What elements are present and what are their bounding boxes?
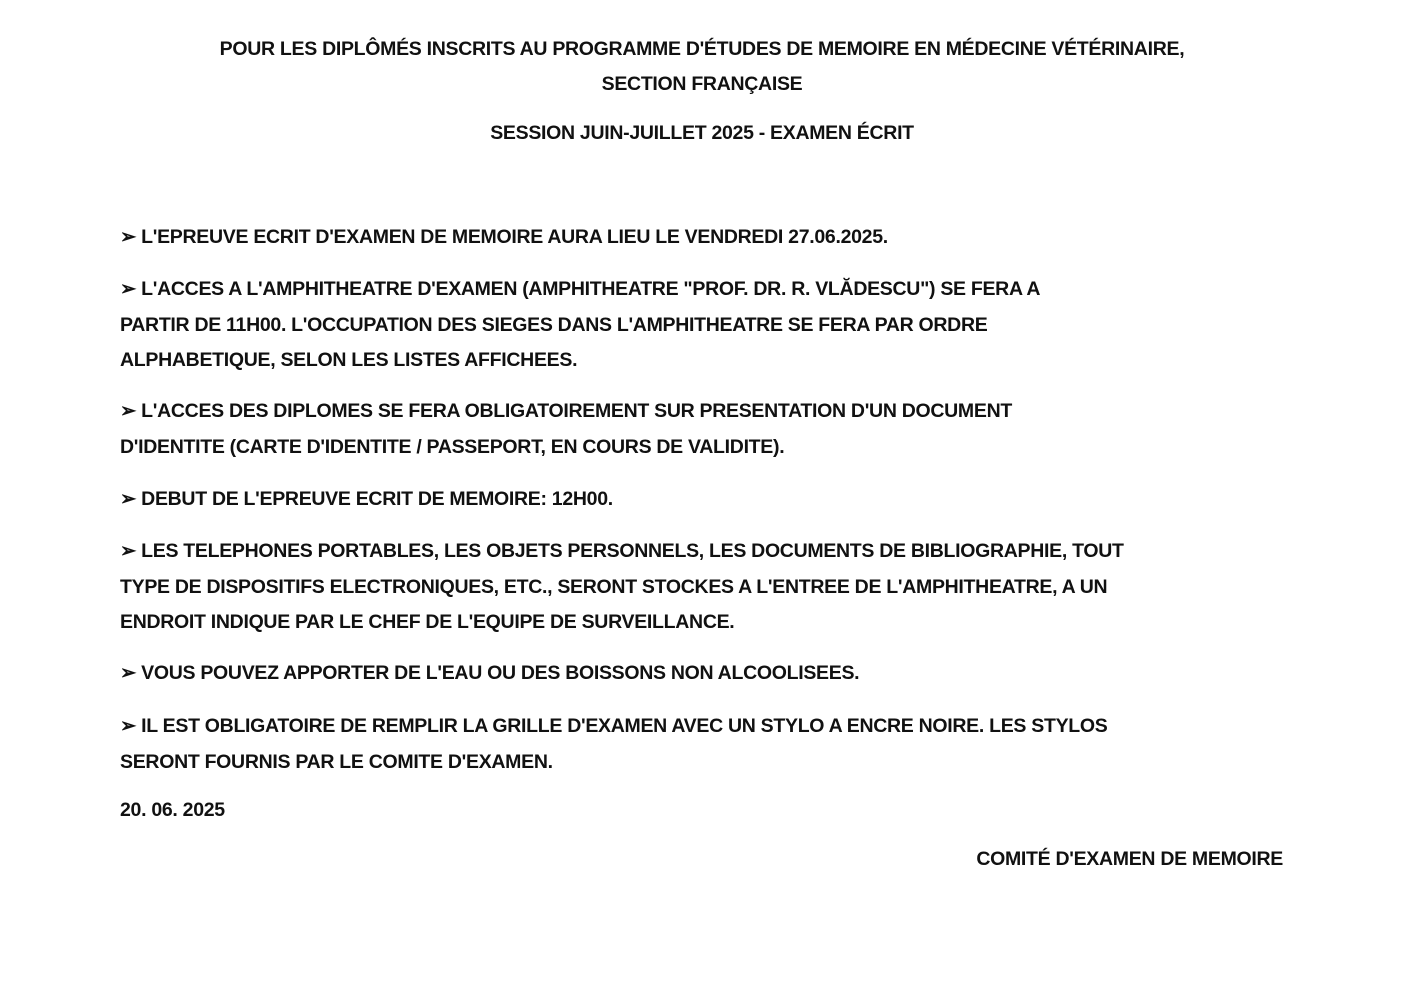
title-line-2: SECTION FRANÇAISE xyxy=(601,73,803,95)
notice-item xyxy=(120,709,1107,780)
notice-line: ALPHABETIQUE, SELON LES LISTES AFFICHEES. xyxy=(120,349,578,371)
notice-item xyxy=(120,272,1040,379)
notice-line: D'IDENTITE (CARTE D'IDENTITE / PASSEPORT, EN COURS DE VALIDITE). xyxy=(120,435,785,458)
notice-item xyxy=(120,534,1124,641)
notice-line: TYPE DE DISPOSITIFS ELECTRONIQUES, ETC., SERONT STOCKES A L'ENTREE DE L'AMPHITHEATRE, A UN xyxy=(120,575,1108,598)
title-line-1: POUR LES DIPLÔMÉS INSCRITS AU PROGRAMME D'ÉTUDES DE MEMOIRE EN MÉDECINE VÉTÉRINAIRE, xyxy=(219,38,1185,60)
notice-line: ➢ VOUS POUVEZ APPORTER DE L'EAU OU DES BOISSONS NON ALCOOLISEES. xyxy=(120,662,860,684)
notice-line: PARTIR DE 11H00. L'OCCUPATION DES SIEGES DANS L'AMPHITHEATRE SE FERA PAR ORDRE xyxy=(120,313,988,336)
notice-line: ➢ LES TELEPHONES PORTABLES, LES OBJETS PERSONNELS, LES DOCUMENTS DE BIBLIOGRAPHIE, TOUT xyxy=(120,540,1124,562)
document-date: 20. 06. 2025 xyxy=(120,799,225,821)
notice-line: ➢ L'ACCES DES DIPLOMES SE FERA OBLIGATOIREMENT SUR PRESENTATION D'UN DOCUMENT xyxy=(120,400,1012,422)
notice-line: ENDROIT INDIQUE PAR LE CHEF DE L'EQUIPE DE SURVEILLANCE. xyxy=(120,611,735,633)
session-title: SESSION JUIN-JUILLET 2025 - EXAMEN ÉCRIT xyxy=(490,122,914,144)
notice-line: ➢ L'EPREUVE ECRIT D'EXAMEN DE MEMOIRE AURA LIEU LE VENDREDI 27.06.2025. xyxy=(120,226,888,248)
notice-line: ➢ IL EST OBLIGATOIRE DE REMPLIR LA GRILLE D'EXAMEN AVEC UN STYLO A ENCRE NOIRE. LES STYLOS xyxy=(120,715,1108,737)
notice-line: ➢ L'ACCES A L'AMPHITHEATRE D'EXAMEN (AMPHITHEATRE "PROF. DR. R. VLĂDESCU") SE FERA A xyxy=(120,278,1041,300)
notice-line: ➢ DEBUT DE L'EPREUVE ECRIT DE MEMOIRE: 12H00. xyxy=(120,488,613,510)
notice-item xyxy=(120,394,1012,465)
notice-line: SERONT FOURNIS PAR LE COMITE D'EXAMEN. xyxy=(120,750,553,773)
notice-item xyxy=(120,482,613,518)
notice-item xyxy=(120,656,859,692)
notice-item xyxy=(120,220,888,256)
signature: COMITÉ D'EXAMEN DE MEMOIRE xyxy=(976,848,1283,870)
